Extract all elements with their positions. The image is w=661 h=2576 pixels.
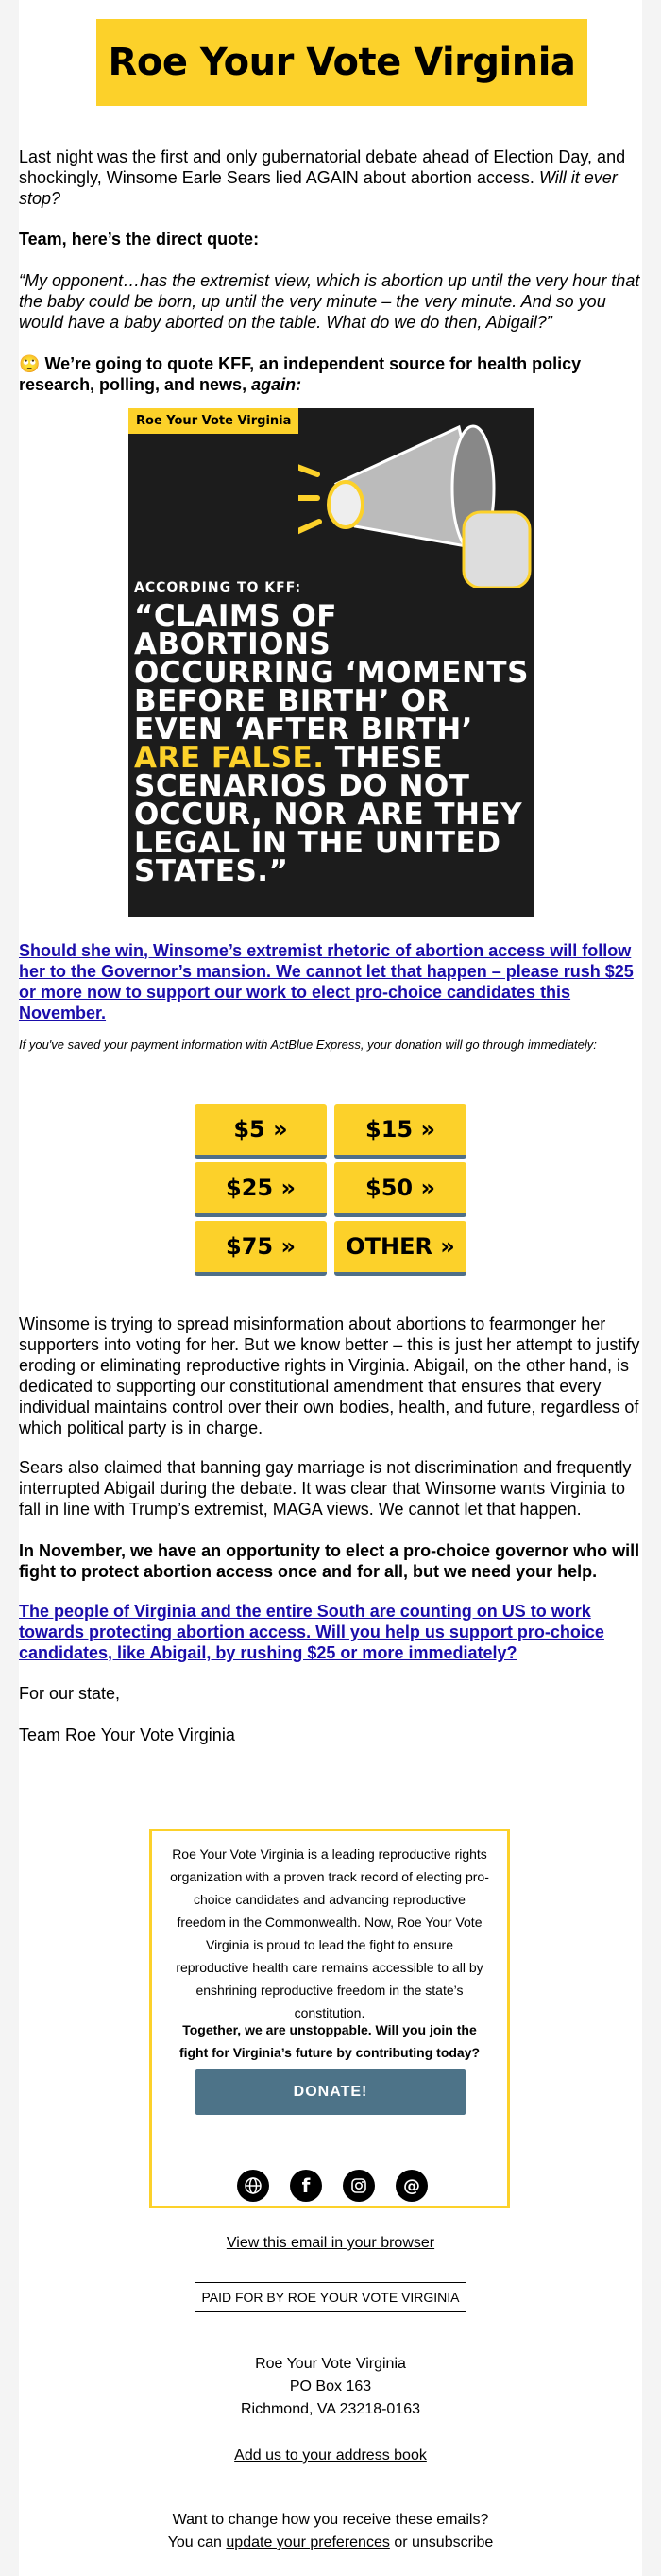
preferences-footer: Want to change how you receive these emails? You can update your preferences or unsubscribe <box>167 2512 494 2550</box>
view-in-browser-link[interactable]: View this email in your browser <box>226 2235 435 2251</box>
donate-link-1[interactable]: Should she win, Winsome’s extremist rhetoric of abortion access will follow her to the Governor’s mansion. We cannot let that happen – please rush $25 or more now to support our work to elect pro-choice candidates this November. <box>19 941 634 1022</box>
quote-intro: Team, here’s the direct quote: <box>19 230 260 249</box>
paid-for-disclaimer: PAID FOR BY ROE YOUR VOTE VIRGINIA <box>195 2282 466 2312</box>
mailing-address: Roe Your Vote Virginia PO Box 163 Richmond, VA 23218-0163 <box>240 2356 421 2417</box>
unsubscribe-link[interactable]: unsubscribe <box>412 2534 494 2550</box>
donate-5-button[interactable]: $5 » <box>195 1104 327 1159</box>
threads-icon[interactable]: @ <box>396 2170 428 2202</box>
email-container <box>19 0 642 2576</box>
intro-paragraph: Last night was the first and only gubernatorial debate ahead of Election Day, and shockingly, Winsome Earle Sears lied AGAIN about abortion access. Will it ever stop? <box>19 147 626 208</box>
intro-italic: Will it ever stop? <box>19 168 618 208</box>
address-book-link[interactable]: Add us to your address book <box>234 2447 427 2464</box>
globe-icon[interactable] <box>237 2170 269 2202</box>
instagram-icon[interactable] <box>343 2170 375 2202</box>
about-bold: Together, we are unstoppable. Will you join the fight for Virginia’s future by contributing today? <box>178 2022 481 2060</box>
graphic-according: ACCORDING TO KFF: <box>134 580 302 595</box>
donate-link-2[interactable]: The people of Virginia and the entire South are counting on US to work towards protecting abortion access. Will you help us support pro-choice candidates, like Abigail, by rushing $25 or more immediately? <box>19 1602 604 1662</box>
donate-button[interactable]: DONATE! <box>195 2069 466 2115</box>
kff-intro: 🙄 We’re going to quote KFF, an independent source for health policy research, polling, and news, again: <box>19 354 582 394</box>
kff-quote-graphic <box>128 408 534 917</box>
about-box <box>149 1829 510 2208</box>
about-text: Roe Your Vote Virginia is a leading reproductive rights organization with a proven track record of electing pro-choice candidates and advancing reproductive freedom in the Commonwealth. Now, Roe Your Vote Virginia is proud to lead the fight to ensure reproductive health care remains accessible to all by enshrining reproductive freedom in the state’s constitution. <box>170 1846 489 2020</box>
body-paragraph-2: Sears also claimed that banning gay marriage is not discrimination and frequently interrupted Abigail during the debate. It was clear that Winsome wants Virginia to fall in line with Trump’s extremist, MAGA views. We cannot let that happen. <box>19 1458 632 1519</box>
actblue-note: If you've saved your payment information with ActBlue Express, your donation will go through immediately: <box>19 1038 597 1052</box>
signoff: For our state, <box>19 1684 121 1703</box>
body-paragraph-3: In November, we have an opportunity to elect a pro-choice governor who will fight to protect abortion access once and for all, but we need your help. <box>19 1541 640 1581</box>
logo-text: Roe Your Vote Virginia <box>108 41 576 84</box>
megaphone-icon <box>298 408 534 588</box>
debate-quote: “My opponent…has the extremist view, which is abortion up until the very hour that the baby could be born, up until the very minute – the very minute. And so you would have a baby aborted on the table. What do we do then, Abigail?” <box>19 271 640 332</box>
update-preferences-link[interactable]: update your preferences <box>226 2534 390 2550</box>
facebook-icon[interactable]: f <box>290 2170 322 2202</box>
body-paragraph-1: Winsome is trying to spread misinformation about abortions to fearmonger her supporters into voting for her. But we know better – this is just her attempt to justify eroding or eliminating reproductive rights in Virginia. Abigail, on the other hand, is dedicated to supporting our constitutional amendment that ensures that every individual maintains control over their own bodies, health, and future, regardless of which political party is in charge. <box>19 1314 640 1437</box>
donate-15-button[interactable]: $15 » <box>334 1104 466 1159</box>
signature: Team Roe Your Vote Virginia <box>19 1726 235 1744</box>
donate-other-button[interactable]: OTHER » <box>334 1221 466 1276</box>
eye-roll-emoji: 🙄 <box>19 354 41 373</box>
graphic-tag: Roe Your Vote Virginia <box>128 408 298 434</box>
donate-25-button[interactable]: $25 » <box>195 1162 327 1217</box>
donate-50-button[interactable]: $50 » <box>334 1162 466 1217</box>
header-logo[interactable] <box>96 19 587 106</box>
graphic-quote: “CLAIMS OF ABORTIONS OCCURRING ‘MOMENTS BEFORE BIRTH’ OR EVEN ‘AFTER BIRTH’ ARE FALSE. THESE SCENARIOS DO NOT OCCUR, NOR ARE THEY LEGAL IN THE UNITED STATES.” <box>134 599 529 888</box>
donate-75-button[interactable]: $75 » <box>195 1221 327 1276</box>
